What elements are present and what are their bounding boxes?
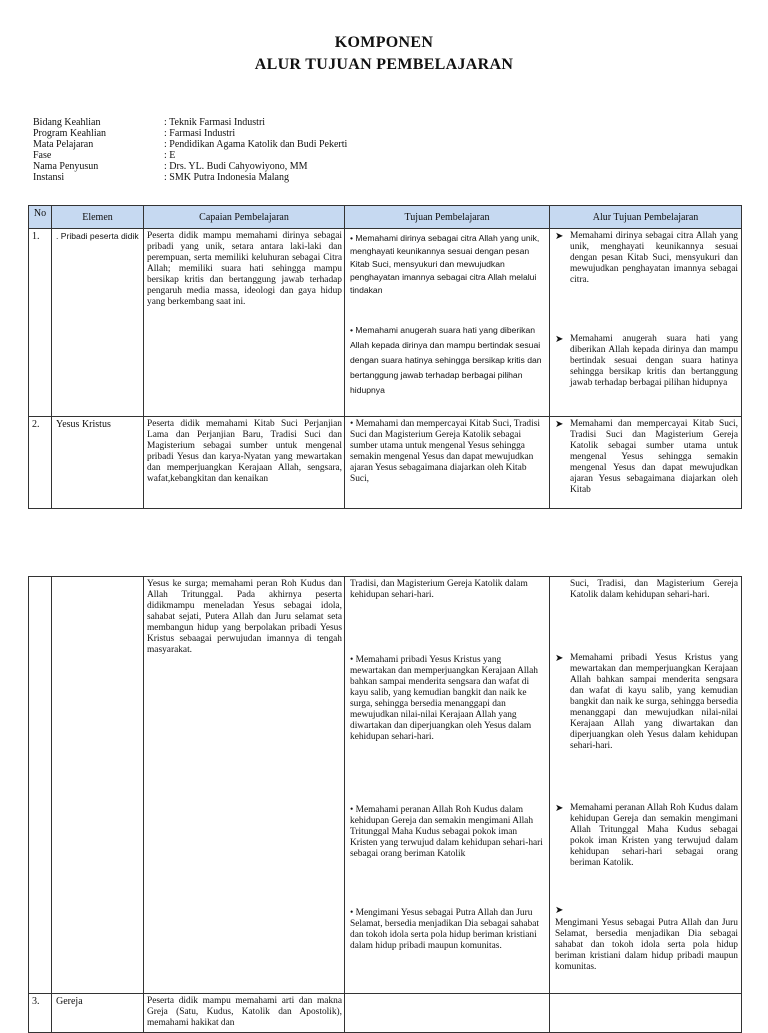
elemen-text: Yesus Kristus bbox=[56, 419, 111, 430]
tujuan-item: • Memahami anugerah suara hati yang diberikan Allah kepada dirinya dan mampu bertindak sesuai dengan suara hatinya sehingga bersikap kritis dan bertanggung jawab terhadap berbagai pilihan hidupnya bbox=[350, 325, 542, 395]
row1-capaian-cell bbox=[143, 228, 345, 417]
row3-elemen-cell bbox=[51, 993, 144, 1033]
info-value: : Farmasi Industri bbox=[164, 128, 236, 139]
arrow-bullet-icon: ➤ bbox=[555, 653, 564, 664]
info-value: : SMK Putra Indonesia Malang bbox=[164, 172, 289, 183]
capaian-text: Yesus ke surga; memahami peran Roh Kudus dan Allah Tritunggal. Pada akhirnya peserta didikmampu meneladan Yesus sebagai idola, sahabat sejati, Putera Allah dan Juru selamat seta membangun hidup yang berpolakan pribadi Yesus Kristus sebaagai perwujudan imannya di tengah masyarakat. bbox=[147, 579, 342, 655]
info-value: : Pendidikan Agama Katolik dan Budi Pekerti bbox=[164, 139, 348, 150]
arrow-bullet-icon: ➤ bbox=[555, 905, 564, 916]
info-value: : E bbox=[164, 150, 176, 161]
row2c-capaian-cell bbox=[143, 576, 345, 994]
info-block bbox=[33, 117, 347, 183]
info-row bbox=[33, 128, 347, 139]
tujuan-item: • Memahami dirinya sebagai citra Allah yang unik, menghayati keunikannya sesuai dengan pesan Kitab Suci, mensyukuri dan mewujudkan penghayatan imannya sebagai citra Allah melalui tindakan bbox=[350, 233, 540, 295]
row2-no-cell bbox=[28, 416, 52, 509]
row1-no-cell bbox=[28, 228, 52, 417]
capaian-text: Peserta didik memahami Kitab Suci Perjanjian Lama dan Perjanjian Baru, Tradisi Suci dan Magisterium sebagai sumber untuk mengenal pribadi Yesus dan karya-Nyatan yang mewartakan dan memperjuangkan Kerajaan Allah, sengsara, wafat,kebangkitan dan kenaikan bbox=[147, 419, 342, 484]
row2c-tujuan-cell bbox=[344, 576, 550, 994]
info-label: Instansi bbox=[33, 172, 65, 183]
header-tujuan: Tujuan Pembelajaran bbox=[344, 205, 550, 229]
tujuan-item: • Memahami pribadi Yesus Kristus yang mewartakan dan memperjuangkan Kerajaan Allah bahkan sampai menderita sengsara dan wafat di kayu salib, yang kemudian bangkit dan naik ke surga, sehingga bersedia menanggapi dan mewujudkan nilai-nilai Kerajaan Allah yang diwartakan dan diperjuangkan oleh Yesus dalam kehidupan sehari-hari. bbox=[350, 655, 538, 742]
row2-elemen-cell bbox=[51, 416, 144, 509]
arrow-bullet-icon: ➤ bbox=[555, 231, 564, 242]
row1-tujuan-cell bbox=[344, 228, 550, 417]
header-capaian: Capaian Pembelajaran bbox=[143, 205, 345, 229]
doc-title-line2: ALUR TUJUAN PEMBELAJARAN bbox=[254, 56, 514, 73]
row1-alur-cell bbox=[549, 228, 742, 417]
row2c-alur-cell bbox=[549, 576, 742, 994]
row3-alur-cell bbox=[549, 993, 742, 1033]
row2c-no-cell bbox=[28, 576, 52, 994]
arrow-bullet-icon: ➤ bbox=[555, 419, 564, 430]
row-number: 3. bbox=[32, 996, 40, 1007]
row2-alur-cell bbox=[549, 416, 742, 509]
header-alur: Alur Tujuan Pembelajaran bbox=[549, 205, 742, 229]
elemen-text: Gereja bbox=[56, 996, 83, 1007]
info-row bbox=[33, 161, 347, 172]
row-number: 1. bbox=[32, 231, 40, 242]
row3-no-cell bbox=[28, 993, 52, 1033]
row3-capaian-cell bbox=[143, 993, 345, 1033]
info-label: Program Keahlian bbox=[33, 128, 107, 139]
tujuan-item: • Mengimani Yesus sebagai Putra Allah dan Juru Selamat, bersedia menjadikan Dia sebagai sahabat dan tokoh idola serta pola hidup beriman kristiani dalam hidup pribadi maupun komunitas. bbox=[350, 908, 539, 951]
info-label: Mata Pelajaran bbox=[33, 139, 94, 150]
info-value: : Drs. YL. Budi Cahyowiyono, MM bbox=[164, 161, 308, 172]
tujuan-item: • Memahami peranan Allah Roh Kudus dalam kehidupan Gereja dan semakin mengimani Allah Tritunggal Maha Kudus sebagai pokok iman Kristen yang terwujud dalam kehidupan sehari-hari sebagai orang beriman Katolik bbox=[350, 805, 543, 859]
alur-item: Memahami dirinya sebagai citra Allah yang unik, menghayati keunikannya sesuai dengan pesan Kitab Suci, mensyukuri dan mewujudkan penghayatan imannya sebagai citra. bbox=[570, 231, 738, 285]
tujuan-item: Tradisi, dan Magisterium Gereja Katolik dalam kehidupan sehari-hari. bbox=[350, 579, 528, 600]
header-elemen: Elemen bbox=[51, 205, 144, 229]
row2c-elemen-cell bbox=[51, 576, 144, 994]
info-row bbox=[33, 117, 347, 128]
alur-item: Memahami peranan Allah Roh Kudus dalam kehidupan Gereja dan semakin mengimani Allah Tritunggal Maha Kudus sebagai pokok iman Kristen yang terwujud dalam kehidupan sehari-hari sebagai orang beriman Katolik. bbox=[570, 803, 738, 868]
capaian-text: Peserta didik mampu memahami dirinya sebagai pribadi yang unik, setara antara laki-laki dan perempuan, serta memiliki keluhuran sebagai Citra Allah; memiliki suara hati sehingga mampu bersikap kritis dan bertanggung jawab terhadap pengaruh media massa, ideologi dan gaya hidup yang berkembang saat ini. bbox=[147, 231, 342, 307]
info-row bbox=[33, 139, 347, 150]
alur-item: Memahami anugerah suara hati yang diberikan Allah kepada dirinya dan mampu bertindak sesuai dengan suara hatinya sehingga bersikap kritis dan bertanggung jawab terhadap berbagai pilihan hidupnya bbox=[570, 334, 738, 388]
alur-item: Suci, Tradisi, dan Magisterium Gereja Katolik dalam kehidupan sehari-hari. bbox=[570, 579, 738, 600]
info-label: Nama Penyusun bbox=[33, 161, 99, 172]
alur-item: Mengimani Yesus sebagai Putra Allah dan Juru Selamat, bersedia menjadikan Dia sebagai sahabat dan tokoh idola serta pola hidup beriman kristiani dalam hidup pribadi maupun komunitas. bbox=[555, 918, 738, 972]
row1-elemen-cell bbox=[51, 228, 144, 417]
row2-capaian-cell bbox=[143, 416, 345, 509]
row-number: 2. bbox=[32, 419, 40, 430]
row3-tujuan-cell bbox=[344, 993, 550, 1033]
info-label: Bidang Keahlian bbox=[33, 117, 101, 128]
info-label: Fase bbox=[33, 150, 52, 161]
tujuan-item: • Memahami dan mempercayai Kitab Suci, Tradisi Suci dan Magisterium Gereja Katolik sebagai sumber utama untuk mengenal Yesus sehingga semakin mengenal Yesus dan dapat mewujudkan ajaran Yesus sebagaimana diajarkan oleh Kitab Suci, bbox=[350, 419, 540, 484]
capaian-text: Peserta didik mampu memahami arti dan makna Greja (Satu, Kudus, Katolik dan Apostolik), memahami hakikat dan bbox=[147, 996, 342, 1028]
info-value: : Teknik Farmasi Industri bbox=[164, 117, 266, 128]
header-no: No bbox=[28, 205, 52, 229]
arrow-bullet-icon: ➤ bbox=[555, 334, 564, 345]
info-row bbox=[33, 150, 347, 161]
info-row bbox=[33, 172, 347, 183]
row2-tujuan-cell bbox=[344, 416, 550, 509]
arrow-bullet-icon: ➤ bbox=[555, 803, 564, 814]
alur-item: Memahami pribadi Yesus Kristus yang mewartakan dan memperjuangkan Kerajaan Allah bahkan sampai menderita sengsara dan wafat di kayu salib, yang kemudian bangkit dan naik ke surga, sehingga bersedia menanggapi dan mewujudkan nilai-nilai Kerajaan Allah yang diwartakan dan diperjuangkan oleh Yesus dalam kehidupan sehari-hari. bbox=[570, 653, 738, 751]
elemen-text: . Pribadi peserta didik bbox=[56, 231, 139, 241]
alur-item: Memahami dan mempercayai Kitab Suci, Tradisi Suci dan Magisterium Gereja Katolik sebagai sumber utama untuk mengenal Yesus sehingga semakin mengenal Yesus dan dapat mewujudkan ajaran Yesus sebagaimana diajarkan oleh Kitab bbox=[570, 419, 738, 495]
doc-title-line1: KOMPONEN bbox=[334, 34, 434, 51]
